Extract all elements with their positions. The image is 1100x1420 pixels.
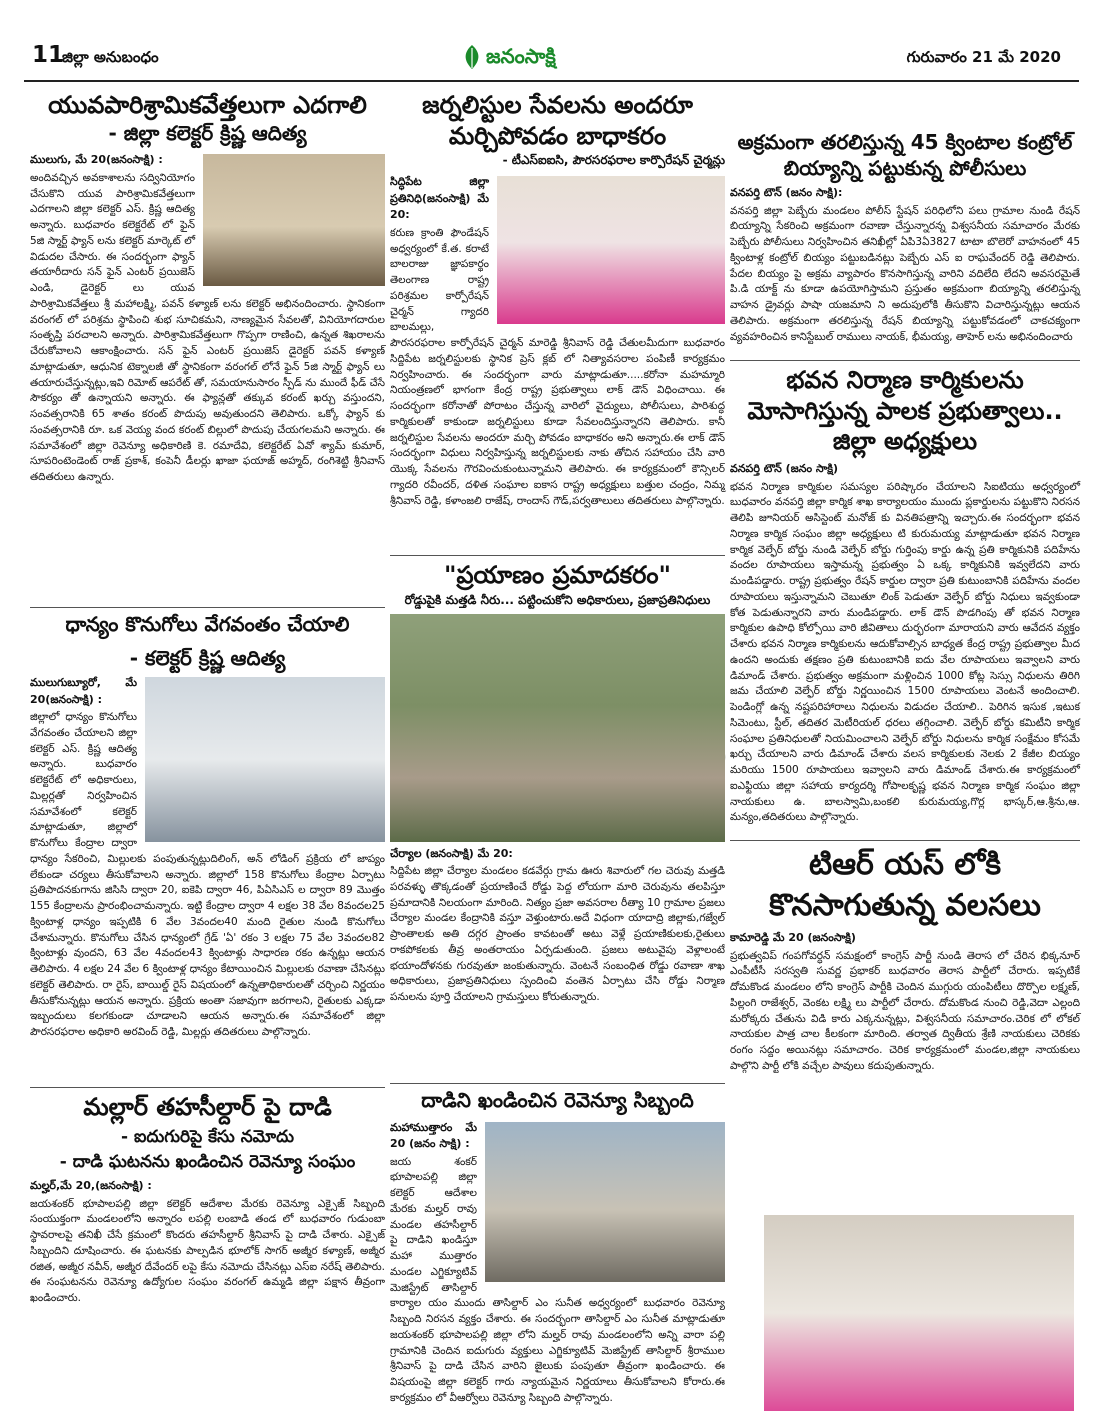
divider [390, 1083, 725, 1084]
article-text: జయశంకర్ భూపాలపల్లి జిల్లా కలెక్టర్ ఆదేశాల మేరకు రెవెన్యూ ఎక్సైజ్ సిబ్బంది సంయుక్తంగా మండలంలోని అన్నారం లపల్లి లంబాడి తండ లో బుధవారం గుడుంబా స్థావరాలపై తనిఖీ చేసే క్రమంలో కొందరు తహసీల్దార్ శ్రీనివాస్ పై దాడి చేశారు. ఎక్సైజ్ సిబ్బందిని దూషించారు. ఈ ఘటనకు పాల్పడిన భూలోక్ సాగర్ అజ్మీర కళ్యాణ్, అజ్మీర రజిత, అజ్మీర నవీన్, అజ్మీర దేవేందర్ లపై కేసు నమోదు చేసినట్లు ఎస్ఐ నరేష్ తెలిపారు. ఈ సంఘటనను రెవెన్యూ ఉద్యోగుల సంఘం వరంగల్ ఉమ్మడి జిల్లా పక్షాన తీవ్రంగా ఖండించారు. [30, 1197, 385, 1305]
headline: యువపారిశ్రామికవేత్తలుగా ఎదగాలి [48, 91, 367, 119]
photo-party-joining [764, 1215, 1074, 1411]
article-migration [730, 845, 1080, 1072]
article-text: ప్రభుత్వవిప్ గంపగోవర్ధన్ సమక్షంలో కాంగ్రెస్ పార్టీ నుండి తెరాస లో చేరిన భిక్కనూర్ ఎంపీటీసీ సరస్వతి సువర్ణ ప్రభాకర్ బుధవారం తెరాస పార్టీలో చేరారు. ఇప్పటికే దోమకొండ మండలం లోని కాంగ్రెస్ పార్టీకి చెందిన ముగ్గురు యంపిటీలు దొర్పొల లక్ష్మణ్, పిల్లంగి రాజేశ్వర్, వెంకట లక్ష్మి లు పార్టీలో చేరారు. దోమకొండ నుంచి రెడ్డి,వెదా ఎల్లంది మరోక్కరు చేతును విడి కారు ఎక్కనున్నట్లు, విశ్వసనీయ సమాచారం.చెరిక లో లోకల్ నాయకుల పాత్ర చాల కీలకంగా మారింది. తర్వాత ద్వితీయ శ్రేణి నాయకులు చెరికకు రంగం సద్దం అయినట్లు సమాచారం. చెరిక కార్యక్రమంలో మండల,జిల్లా నాయకులు పాల్గొని పార్టీ లోకి వచ్చేల పావులు కదుపుతున్నారు. [730, 949, 1080, 1072]
headline: జర్నలిస్టుల సేవలను అందరూ మర్చిపోవడం బాధాకరం [422, 91, 693, 150]
divider [30, 607, 385, 608]
subheadline-2: - దాడి ఘటనను ఖండించిన రెవెన్యూ సంఘం [59, 1152, 356, 1173]
article-text: కరుణ క్రాంతి ఫౌండేషన్ అధ్వర్యంలో కే.త. కరాటే బాలరాజు జ్ఞాపకార్థం తెలంగాణ రాష్ట్ర పరిశ్రమల కార్పోరేషన్ చైర్మన్ గ్యాదరి బాలమల్లు, పౌరసరఫరాల కార్పోరేషన్ చైర్మన్ మారెడ్డి శ్రీనివాస్ రెడ్డి చేతులమీదుగా బుధవారం సిద్దిపేట జర్నలిస్టులకు స్థానిక ప్రెస్ క్లబ్ లో నిత్యావసరాల పంపిణీ కార్యక్రమం నిర్వహించారు. ఈ సందర్భంగా వారు మాట్లాడుతూ.....కరోనా మహమ్మారి నియంత్రణలో భాగంగా కేంద్ర రాష్ట్ర ప్రభుత్వాలు లాక్ డౌన్ విధించాయి. ఈ సందర్భంగా కరోనాతో పోరాటం చేస్తున్న వారిలో వైద్యులు, పోలీసులు, పారిశుద్ధ కార్మికులతో కాకుండా జర్నలిస్టులు కూడా సేవలందిస్తున్నారని తెలిపారు. కానీ జర్నలిస్టుల సేవలను అందరూ మర్చి పోవడం బాధాకరం అని అన్నారు.ఈ లాక్ డౌన్ సందర్భంగా విధులు నిర్వహిస్తున్న జర్నలిస్టులకు నాకు తోచిన సహాయం చేసి వారి యొక్క సేవలను గౌరవించుకుంటున్నామని తెలిపారు. ఈ కార్యక్రమంలో కౌన్సిలర్ గ్యాదరి రవీందర్, దళిత సంఘాల ఐకాస రాష్ట్ర అధ్యక్షులు బత్తుల చంద్రం, నిమ్మ శ్రీనివాస్ రెడ్డి, కళాంజలి రాజేష్, రాందాస్ గౌడ్,పర్వతాలులు తదితరులు పాల్గొన్నారు. [390, 226, 725, 507]
headline: "ప్రయాణం ప్రమాదకరం" [443, 561, 672, 589]
subheadline: - ఐదుగురిపై కేసు నమోదు [121, 1126, 294, 1147]
leaf-icon [462, 44, 482, 70]
article-travel [390, 560, 725, 1050]
headline: అక్రమంగా తరలిస్తున్న 45 క్వింటాల కంట్రోల్ బియ్యాన్ని పట్టుకున్న పోలీసులు [737, 130, 1073, 180]
photo-grain-meeting [145, 677, 385, 842]
dateline: వనపర్తి టౌన్ (జనం సాక్షి): [730, 186, 843, 200]
headline: ధాన్యం కొనుగోలు వేగవంతం చేయాలి [65, 612, 350, 636]
divider [730, 360, 1080, 361]
headline: భవన నిర్మాణ కార్మికులను మోసాగిస్తున్న పాలక ప్రభుత్వాలు.. [747, 366, 1063, 425]
divider [390, 555, 725, 556]
article-text: జిల్లాలో ధాన్యం కొనుగోలు వేగవంతం చేయాలని జిల్లా కలెక్టర్ ఎస్. క్రిష్ణ ఆదిత్య అన్నారు. బుధవారం కలెక్టరేట్ లో అధికారులు, మిల్లర్లతో నిర్వహించిన సమావేశంలో కలెక్టర్ మాట్లాడుతూ, జిల్లాలో కొనుగోలు కేంద్రాల ద్వారా ధాన్యం సేకరించి, మిల్లులకు పంపుతున్నట్లుదిలింగ్, అన్ లోడింగ్ ప్రక్రియ లో జాప్యం లేకుండా చర్యలు తీసుకోవాలని అన్నారు. జిల్లాలో 158 కొనుగోలు కేంద్రాల ఏర్పాటు ప్రతిపాదనకుగాను జిసిసి ద్వారా 20, ఐకెపి ద్వారా 46, పిఏసిఎస్ ల ద్వారా 89 మొత్తం 155 కేంద్రాలను ప్రారంభించామన్నారు. ఇట్టి కేంద్రాల ద్వారా 4 లక్షల 38 వేల 8వందల25 క్వింటాళ్ల ధాన్యం ఇప్పటికి 6 వేల 3వందల40 మంది రైతుల నుండి కొనుగోలు చేశామన్నారు. కొనుగోలు చేసిన ధాన్యంలో గ్రేడ్ 'ఏ' రకం 3 లక్షల 75 వేల 3వందల82 క్వింటాళ్లు వుందని, 63 వేల 4వందల43 క్వింటాళ్లు సాధారణ రకం ఉన్నట్లు ఆయన తెలిపారు. 4 లక్షల 24 వేల 6 క్వింటాళ్ల ధాన్యం కేటాయించిన మిల్లులకు రవాణా చేసినట్లు కలెక్టర్ తెలిపారు. రా రైస్, బాయిల్డ్ రైస్ విషయంలో ఉన్నతాధికారులతో చర్చించి నిర్ణయం తీసుకోనున్నట్లు ఆయన అన్నారు. ప్రక్రియ అంతా సజావుగా జరగాలని, రైతులకు ఎక్కడా ఇబ్బందులు కలగకుండా చూడాలని ఆయన అన్నారు.ఈ సమావేశంలో జిల్లా పౌరసరఫరాల అధికారి అరవింద్ రెడ్డి, మిల్లర్లు తదితరులు పాల్గొన్నారు. [30, 711, 385, 1039]
article-text: సిద్దిపేట జిల్లా చేర్యాల మండలం కడవేర్గు గ్రామ ఊరు శివారులో గల చెరువు మత్తడి పరవళ్ళు తొక్కడంతో ప్రయాణించే రోడ్డు పెద్ద లోయగా మారి చెరువును తలపిస్తూ ప్రమాదానికి నిలయంగా మారింది. నిత్యం ప్రజా అవసరాల రీత్యా 10 గ్రామాల ప్రజలు చేర్యాల మండల కేంద్రానికి వస్తూ వెళ్తుంటారు.అదే విధంగా యాదాద్రి జిల్లాకు,గజ్వేల్ ప్రాంతాలకు అతి దగ్గర ప్రాంతం కావటంతో అటు వెళ్లే ప్రయాణికులకు,రైతులు రాకపోకలకు తీవ్ర అంతరాయం ఏర్పడుతుంది. ప్రజలు అటువైపు వెళ్లాలంటే భయాందోళనకు గురవుతూ జంకుతున్నారు. వెంటనే సంబంధిత రోడ్డు రవాణా శాఖ అధికారులు, ప్రజాప్రతినిధులు స్పందించి వంతెన ఏర్పాటు చేసి రోడ్డు నిర్మాణ పనులను పూర్తి చేయాలని గ్రామస్తులు కోరుతున్నారు. [390, 865, 725, 1004]
photo-collector-fan-launch [203, 154, 385, 286]
article-grain [30, 612, 385, 1082]
divider [730, 840, 1080, 841]
photo-essentials-distribution [497, 176, 725, 324]
subheadline: జిల్లా అధ్యక్షులు [832, 427, 978, 456]
dateline: చేర్యాల (జనంసాక్షి) మే 20: [390, 846, 513, 860]
article-workers [730, 365, 1080, 835]
article-text: వనపర్తి జిల్లా పెబ్బేరు మండలం పోలీస్ స్టేషన్ పరిధిలోని పలు గ్రామాల నుండి రేషన్ బియ్యాన్ని సేకరించి అక్రమంగా రవాణా చేస్తున్నారన్న విశ్వసనీయ సమాచారం మేరకు పెబ్బేరు పోలీసులు నిర్వహించిన తనిఖీల్లో ఏపి3ఏ3827 టాటా బొలెరో వాహనంలో 45 క్వింటాళ్ల కంట్రోల్ బియ్యం పట్టుబడినట్లు పెబ్బేరు ఎస్ ఐ రాఘవేందర్ రెడ్డి తెలిపారు. పేదల బియ్యం పై అక్రమ వ్యాపారం కొనసాగిస్తున్న వారిని వదిలేది లేదని అవసరమైతే పి.డి యాక్ట్ ను కూడా ఉపయోగిస్తామని ప్రస్తుతం అక్రమంగా బియ్యాన్ని తరలిస్తున్న వాహన డ్రైవర్లు పాషా యజమాని ని అదుపులోకి తీసుకొని విచారిస్తున్నట్లు ఆయన తెలిపారు. అక్రమంగా తరలిస్తున్న రేషన్ బియ్యాన్ని పట్టుకోవడంలో చాకచక్యంగా వ్యవహరించిన కానిస్టేబుల్ రాములు నాయక్, భీమయ్య, తాహెర్ లను అభినందించారు [730, 204, 1080, 343]
masthead [24, 40, 1079, 82]
dateline: ములుగు, మే 20(జనంసాక్షి) : [30, 153, 163, 167]
dateline: వనపర్తి టౌన్ (జనం సాక్షి) [730, 462, 838, 476]
article-assault [30, 1092, 385, 1402]
subheadline: రోడ్డుపైకి మత్తడి నీరు... పట్టించుకోని అధికారులు, ప్రజాప్రతినిధులు [404, 592, 711, 607]
dateline: సిద్ధిపేట జిల్లా ప్రతినిధి(జనంసాక్షి) మే 20: [390, 175, 489, 222]
subheadline: - టీఎస్ఐఐసి, పౌరసరఫరాల కార్పొరేషన్ చైర్మన్లు [502, 153, 725, 168]
headline: టిఆర్ యస్ లోకి కొనసాగుతున్న వలసలు [769, 847, 1041, 923]
article-text: అందివచ్చిన అవకాశాలను సద్వినియోగం చేసుకొని యువ పారిశ్రామికవేత్తలుగా ఎదగాలని జిల్లా కలెక్టర్ ఎస్. క్రిష్ణ ఆదిత్య అన్నారు. బుధవారం కలెక్టరేట్ లో ఫైన్ 5జి స్మార్ట్ ఫ్యాన్ లను కలెక్టర్ మార్కెట్ లో విడుదల చేసారు. ఈ సందర్భంగా ఫ్యాన్ తయారీదారు సన్ ఫైన్ ఎంటర్ ప్రయిజెస్ ఎండి, డైరెక్టర్ లు యువ పారిశ్రామికవేత్తలు శ్రీ మహాలక్ష్మి, పవన్ కళ్యాణ్ లను కలెక్టర్ అభినందించారు. స్థానికంగా వరంగల్ లో పరిశ్రమ స్థాపించి శుభ సూచికమని, నాణ్యమైన సేవలతో, వినియోగదారుల సంతృప్తి పరచాలని అన్నారు. పారిశ్రామికవేత్తలుగా గొప్పగా రాణించి, ఉన్నత శిఖరాలను చేరుకోవాలని ఆకాంక్షించారు. సన్ ఫైన్ ఎంటర్ ప్రయిజెస్ డైరెక్టర్ పవన్ కళ్యాణ్ మాట్లాడుతూ, ఆధునిక టెక్నాలజీ తో స్థానికంగా వరంగల్ లోనే ఫైన్ 5జి స్మార్ట్ ఫ్యాన్ లు తయారుచేస్తున్నట్లు,ఇవి రిమోట్ ఆపరేట్ తో, సమయానుసారం స్పీడ్ ను ముందే ఫీడ్ చేసే సౌకర్యం తో ఉన్నాయని అన్నారు. ఈ ఫ్యాన్లతో తక్కువ కరంట్ ఖర్చు వస్తుందని, సంవత్సరానికి 65 శాతం కరంట్ పొదుపు అవుతుందని తెలిపారు. ఒక్కో ఫ్యాన్ కు సంవత్సరానికి రూ. ఒక వెయ్య వంద కరంట్ బిల్లులో పొదుపు చేయగలమని అన్నారు. ఈ సమావేశంలో జిల్లా రెవెన్యూ అధికారిణి కె. రమాదేవి, కలెక్టరేట్ ఏవో శ్యామ్ కుమార్, సూపరింటెండెంట్ రాజ్ ప్రకాశ్, కంపెనీ డీలర్లు ఖాజా ఫయాజ్ అహ్మద్, రంగిశెట్టి శ్రీనివాస్ తదితరులు ఉన్నారు. [30, 171, 385, 484]
logo-text: జనంసాక్షి [486, 44, 556, 68]
headline: దాడిని ఖండించిన రెవెన్యూ సిబ్బంది [421, 1088, 694, 1112]
section-name: జిల్లా అనుబంధం [62, 48, 159, 66]
dateline: ములుగుబ్యూరో, మే 20(జనంసాక్షి) : [30, 676, 137, 706]
page-number: 11 [32, 42, 65, 68]
photo-flooded-road [390, 614, 725, 842]
subheadline: - కలెక్టర్ క్రిష్ణ ఆదిత్య [129, 645, 286, 670]
newspaper-logo [462, 40, 622, 76]
article-text: భవన నిర్మాణ కార్మికుల సమస్యల పరిష్కారం చేయాలని సిఐటియు అధ్వర్యంలో బుధవారం వనపర్తి జిల్లా కార్మిక శాఖ కార్యాలయం ముందు ప్లకార్డులను పట్టుకొని నిరసన తెలిపి జూనియర్ అసిస్టెంట్ మనోజ్ కు వినతిపత్రాన్ని ఇచ్చారు.ఈ సందర్భంగా భవన నిర్మాణ కార్మిక సంఘం జిల్లా అధ్యక్షులు టి కురుమయ్య మాట్లాడుతూ భవన నిర్మాణ కార్మిక వెల్ఫేర్ బోర్డు నుండి వెల్ఫేర్ బోర్డు గుర్తింపు కార్డు ఉన్న ప్రతి కార్మికునికి పదిహేను వందల రూపాయలు ఇస్తామన్న ప్రభుత్వం ఏ ఒక్క కార్మికునికి ఇవ్వలేదని వారు మండిపడ్డారు. రాష్ట్ర ప్రభుత్వం రేషన్ కార్డుల ద్వారా ప్రతి కుటుంబానికి పదిహేను వందల రూపాయలు ఇస్తున్నామని చెబుతూ లింక్ పెడుతూ వెల్ఫేర్ బోర్డు నిధులు ఇవ్వకుండా కోత పెడుతున్నారని వారు మండిపడ్డారు. లాక్ డౌన్ పొడగింపు తో భవన నిర్మాణ కార్మికుల ఉపాధి కోల్పోయి వారి జీవితాలు దుర్భరంగా మారాయని వారు ఆవేదన వ్యక్తం చేశారు భవన నిర్మాణ కార్మికులను ఆదుకోవాల్సిన బాధ్యత కేంద్ర రాష్ట్ర ప్రభుత్వాల మీద ఉందని అందుకు తక్షణం ప్రతి కుటుంబానికి ఐదు వేల రూపాయలు ఇవ్వాలని వారు డిమాండ్ చేశారు. ప్రభుత్వం అక్రమంగా మళ్లించిన 1000 కోట్ల సెస్సు నిధులను తిరిగి జమ చేయాలి వెల్ఫేర్ బోర్డు నిర్ణయించిన 1500 రూపాయలు వెంటనే అందించాలి. పెండింగ్లో ఉన్న నష్టపరిహారాలు నిధులను విడుదల చేయాలి.. పెరిగిన ఇసుక ,ఇటుక సిమెంటు, స్టీల్, తదితర మెటీరియల్ ధరలు తగ్గించాలి. వెల్ఫేర్ బోర్డు కమిటీని కార్మిక సంఘాల ప్రతినిధులతో నియమించాలని వెల్ఫేర్ బోర్డు నిధులను కార్మిక సంక్షేమం కోసమే ఖర్చు చేయాలని వారు డిమాండ్ చేశారు వలస కార్మికులకు నెలకు 2 కేజీల బియ్యం మరియు 1500 రూపాయలు ఇవ్వాలని వారు డిమాండ్ చేశారు.ఈ కార్యక్రమంలో ఐఎఫ్టియు జిల్లా సహాయ కార్యదర్శి గోపాలకృష్ణ భవన నిర్మాణ కార్మిక సంఘం జిల్లా నాయకులు ఉ. బాలస్వామి,బంకలి కురుమయ్య,గొర్ల భాస్కర్,ఆ.శ్రీను,ఆ. మన్యం,తదితరులు పాల్గొన్నారు. [730, 480, 1080, 824]
photo-revenue-protest [485, 1122, 725, 1282]
subheadline: - జిల్లా కలెక్టర్ క్రిష్ణ ఆదిత్య [108, 120, 307, 145]
dateline: మహాముత్తారం మే 20 (జనం సాక్షి) : [390, 1120, 477, 1151]
article-text: జయ శంకర్ భూపాలపల్లి జిల్లా కలెక్టర్ ఆదేశాల మేరకు మల్హర్ రావు మండల తహసీల్దార్ పై దాడిని ఖండిస్తూ మహా ముత్తారం మండల ఎగ్జిక్యూటివ్ మెజిస్ట్రేట్ తాసిల్దార్ కార్యాల యం ముందు తాసిల్దార్ ఎం సునీత అధ్వర్యంలో బుధవారం రెవెన్యూ సిబ్బంది నిరసన వ్యక్తం చేశారు. ఈ సందర్భంగా తాసిల్దార్ ఎం సునీత మాట్లాడుతూ జయశంకర్ భూపాలపల్లి జిల్లా లోని మల్హర్ రావు మండలంలోని అన్ని వారా పల్లి గ్రామానికి చెందిన ఐదుగురు వ్యక్తులు ఎగ్జిక్యూటివ్ మెజిస్ట్రేట్ తాసిల్దార్ శ్రీరాముల శ్రీనివాస్ పై దాడి చేసిన వారిని జైలుకు పంపుతూ తీవ్రంగా ఖండించారు. ఈ విషయంపై జిల్లా కలెక్టర్ గారు న్యాయమైన నిర్ణయాలు తీసుకోవాలని కోరారు.ఈ కార్యక్రమం లో వీఆర్వోలు రెవెన్యూ సిబ్బంది పాల్గొన్నారు. [390, 1155, 725, 1404]
article-journalists [390, 90, 725, 555]
dateline: మల్హర్,మే 20,(జనంసాక్షి) : [30, 1179, 152, 1193]
article-revenue-staff [390, 1088, 725, 1408]
dateline: కామారెడ్డి మే 20 (జనంసాక్షి) [730, 931, 856, 944]
headline: మల్లార్ తహసీల్దార్ పై దాడి [83, 1093, 332, 1121]
issue-date: గురువారం 21 మే 2020 [906, 48, 1061, 66]
article-youth [30, 90, 385, 645]
divider [30, 1087, 385, 1088]
